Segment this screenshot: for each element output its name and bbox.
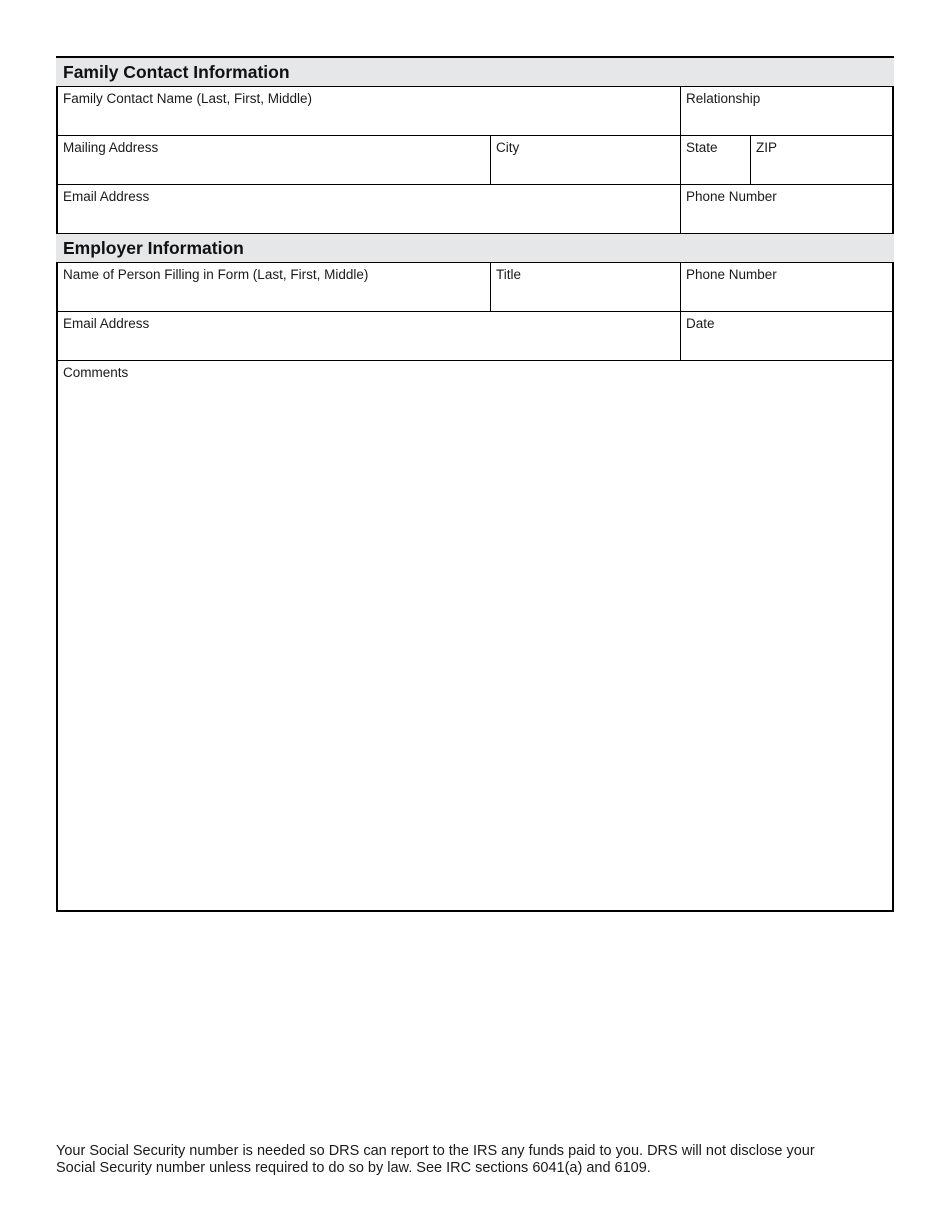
employer-email-field[interactable] bbox=[58, 312, 680, 360]
city-field[interactable] bbox=[490, 136, 680, 184]
title-field[interactable] bbox=[490, 263, 680, 311]
relationship-field[interactable] bbox=[680, 87, 892, 135]
employer-row-2 bbox=[58, 312, 892, 361]
employer-section-title: Employer Information bbox=[56, 234, 894, 262]
family-email-field[interactable] bbox=[58, 185, 680, 233]
city-label: City bbox=[496, 140, 520, 155]
date-label: Date bbox=[686, 316, 715, 331]
title-label: Title bbox=[496, 267, 522, 282]
family-row-2 bbox=[58, 136, 892, 185]
mailing-address-field[interactable] bbox=[58, 136, 490, 184]
family-row-1 bbox=[58, 87, 892, 136]
family-section-title: Family Contact Information bbox=[56, 56, 894, 86]
family-contact-name-field[interactable] bbox=[58, 87, 680, 135]
comments-field[interactable] bbox=[58, 361, 892, 910]
family-phone-field[interactable] bbox=[680, 185, 892, 233]
employer-row-1 bbox=[58, 263, 892, 312]
date-field[interactable] bbox=[680, 312, 892, 360]
employer-section-grid bbox=[56, 262, 894, 912]
person-name-label: Name of Person Filling in Form (Last, First, Middle) bbox=[63, 267, 369, 282]
family-contact-name-label: Family Contact Name (Last, First, Middle) bbox=[63, 91, 313, 106]
employer-phone-label: Phone Number bbox=[686, 267, 777, 282]
family-section-grid bbox=[56, 86, 894, 234]
ssn-disclosure-note bbox=[56, 1143, 896, 1177]
employer-phone-field[interactable] bbox=[680, 263, 892, 311]
employer-email-label: Email Address bbox=[63, 316, 150, 331]
mailing-address-label: Mailing Address bbox=[63, 140, 159, 155]
family-email-label: Email Address bbox=[63, 189, 150, 204]
zip-label: ZIP bbox=[756, 140, 778, 155]
family-phone-label: Phone Number bbox=[686, 189, 777, 204]
state-field[interactable] bbox=[680, 136, 750, 184]
comments-label: Comments bbox=[63, 365, 129, 380]
comments-row bbox=[58, 361, 892, 912]
form-page bbox=[56, 56, 894, 912]
relationship-label: Relationship bbox=[686, 91, 761, 106]
state-label: State bbox=[686, 140, 718, 155]
zip-field[interactable] bbox=[750, 136, 892, 184]
ssn-note-line-1: Your Social Security number is needed so DRS can report to the IRS any funds paid to you. DRS will not disclose your bbox=[56, 1143, 815, 1159]
family-row-3 bbox=[58, 185, 892, 234]
person-name-field[interactable] bbox=[58, 263, 490, 311]
ssn-note-line-2: Social Security number unless required to do so by law. See IRC sections 6041(a) and 6109. bbox=[56, 1160, 651, 1176]
